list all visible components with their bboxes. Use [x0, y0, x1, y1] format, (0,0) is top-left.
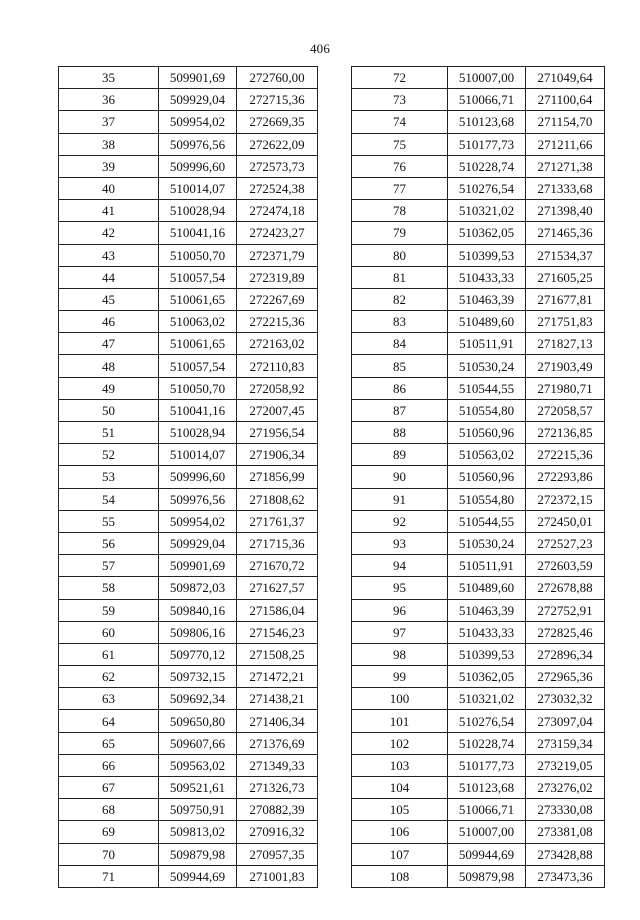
y-coordinate-cell: 273381,08	[526, 821, 605, 843]
table-row	[352, 244, 605, 266]
y-coordinate-cell: 271627,57	[237, 577, 318, 599]
x-coordinate-cell: 509732,15	[159, 666, 237, 688]
y-coordinate-cell: 271271,38	[526, 155, 605, 177]
y-coordinate-cell: 271546,23	[237, 621, 318, 643]
point-number-cell: 101	[352, 710, 448, 732]
table-row	[59, 355, 318, 377]
table-row	[59, 754, 318, 776]
x-coordinate-cell: 509879,98	[448, 865, 526, 887]
table-row	[59, 865, 318, 887]
y-coordinate-cell: 271605,25	[526, 266, 605, 288]
point-number-cell: 58	[59, 577, 159, 599]
y-coordinate-cell: 271751,83	[526, 311, 605, 333]
x-coordinate-cell: 509901,69	[159, 67, 237, 89]
y-coordinate-cell: 272825,46	[526, 621, 605, 643]
table-row	[352, 111, 605, 133]
coordinates-table-left	[58, 66, 318, 888]
x-coordinate-cell: 510228,74	[448, 155, 526, 177]
x-coordinate-cell: 509944,69	[448, 843, 526, 865]
table-row	[59, 133, 318, 155]
x-coordinate-cell: 509521,61	[159, 777, 237, 799]
x-coordinate-cell: 510560,96	[448, 466, 526, 488]
table-row	[59, 643, 318, 665]
table-row	[352, 621, 605, 643]
point-number-cell: 92	[352, 510, 448, 532]
x-coordinate-cell: 510123,68	[448, 777, 526, 799]
point-number-cell: 98	[352, 643, 448, 665]
point-number-cell: 67	[59, 777, 159, 799]
y-coordinate-cell: 272007,45	[237, 399, 318, 421]
x-coordinate-cell: 510511,91	[448, 333, 526, 355]
y-coordinate-cell: 272136,85	[526, 422, 605, 444]
point-number-cell: 75	[352, 133, 448, 155]
x-coordinate-cell: 509872,03	[159, 577, 237, 599]
table-row	[352, 754, 605, 776]
point-number-cell: 85	[352, 355, 448, 377]
point-number-cell: 87	[352, 399, 448, 421]
x-coordinate-cell: 510177,73	[448, 754, 526, 776]
point-number-cell: 80	[352, 244, 448, 266]
y-coordinate-cell: 271398,40	[526, 200, 605, 222]
table-row	[352, 843, 605, 865]
point-number-cell: 56	[59, 532, 159, 554]
table-row	[352, 466, 605, 488]
table-row	[352, 399, 605, 421]
y-coordinate-cell: 272215,36	[237, 311, 318, 333]
x-coordinate-cell: 510014,07	[159, 444, 237, 466]
table-row	[59, 311, 318, 333]
y-coordinate-cell: 273428,88	[526, 843, 605, 865]
x-coordinate-cell: 509879,98	[159, 843, 237, 865]
x-coordinate-cell: 510063,02	[159, 311, 237, 333]
table-row	[352, 488, 605, 510]
table-row	[352, 865, 605, 887]
x-coordinate-cell: 509996,60	[159, 155, 237, 177]
point-number-cell: 63	[59, 688, 159, 710]
y-coordinate-cell: 273276,02	[526, 777, 605, 799]
x-coordinate-cell: 509976,56	[159, 133, 237, 155]
y-coordinate-cell: 271049,64	[526, 67, 605, 89]
table-row	[59, 466, 318, 488]
point-number-cell: 43	[59, 244, 159, 266]
point-number-cell: 99	[352, 666, 448, 688]
point-number-cell: 96	[352, 599, 448, 621]
x-coordinate-cell: 510530,24	[448, 532, 526, 554]
y-coordinate-cell: 273330,08	[526, 799, 605, 821]
table-row	[59, 422, 318, 444]
x-coordinate-cell: 510399,53	[448, 244, 526, 266]
table-row	[59, 244, 318, 266]
point-number-cell: 48	[59, 355, 159, 377]
x-coordinate-cell: 510028,94	[159, 200, 237, 222]
y-coordinate-cell: 271534,37	[526, 244, 605, 266]
table-row	[352, 288, 605, 310]
table-row	[59, 399, 318, 421]
point-number-cell: 39	[59, 155, 159, 177]
table-row	[59, 821, 318, 843]
point-number-cell: 44	[59, 266, 159, 288]
table-row	[352, 222, 605, 244]
y-coordinate-cell: 272896,34	[526, 643, 605, 665]
x-coordinate-cell: 509954,02	[159, 510, 237, 532]
x-coordinate-cell: 509996,60	[159, 466, 237, 488]
table-row	[59, 266, 318, 288]
x-coordinate-cell: 509901,69	[159, 555, 237, 577]
point-number-cell: 68	[59, 799, 159, 821]
table-row	[352, 732, 605, 754]
y-coordinate-cell: 271906,34	[237, 444, 318, 466]
point-number-cell: 36	[59, 89, 159, 111]
point-number-cell: 60	[59, 621, 159, 643]
y-coordinate-cell: 272423,27	[237, 222, 318, 244]
y-coordinate-cell: 273473,36	[526, 865, 605, 887]
table-row	[352, 444, 605, 466]
x-coordinate-cell: 509692,34	[159, 688, 237, 710]
table-row	[352, 200, 605, 222]
table-row	[352, 532, 605, 554]
table-row	[59, 732, 318, 754]
table-row	[59, 666, 318, 688]
point-number-cell: 73	[352, 89, 448, 111]
x-coordinate-cell: 510177,73	[448, 133, 526, 155]
point-number-cell: 66	[59, 754, 159, 776]
x-coordinate-cell: 510228,74	[448, 732, 526, 754]
point-number-cell: 35	[59, 67, 159, 89]
table-row	[59, 288, 318, 310]
point-number-cell: 41	[59, 200, 159, 222]
x-coordinate-cell: 510007,00	[448, 67, 526, 89]
table-row	[59, 67, 318, 89]
y-coordinate-cell: 273097,04	[526, 710, 605, 732]
x-coordinate-cell: 510544,55	[448, 510, 526, 532]
table-row	[352, 266, 605, 288]
x-coordinate-cell: 510061,65	[159, 288, 237, 310]
y-coordinate-cell: 272474,18	[237, 200, 318, 222]
y-coordinate-cell: 270916,32	[237, 821, 318, 843]
x-coordinate-cell: 509976,56	[159, 488, 237, 510]
table-row	[352, 177, 605, 199]
y-coordinate-cell: 271827,13	[526, 333, 605, 355]
y-coordinate-cell: 271761,37	[237, 510, 318, 532]
x-coordinate-cell: 510560,96	[448, 422, 526, 444]
x-coordinate-cell: 509750,91	[159, 799, 237, 821]
point-number-cell: 97	[352, 621, 448, 643]
y-coordinate-cell: 272715,36	[237, 89, 318, 111]
y-coordinate-cell: 271808,62	[237, 488, 318, 510]
point-number-cell: 107	[352, 843, 448, 865]
x-coordinate-cell: 509806,16	[159, 621, 237, 643]
x-coordinate-cell: 510123,68	[448, 111, 526, 133]
table-row	[59, 222, 318, 244]
point-number-cell: 53	[59, 466, 159, 488]
x-coordinate-cell: 509607,66	[159, 732, 237, 754]
point-number-cell: 94	[352, 555, 448, 577]
point-number-cell: 105	[352, 799, 448, 821]
page-number: 406	[309, 41, 331, 56]
x-coordinate-cell: 510057,54	[159, 355, 237, 377]
point-number-cell: 106	[352, 821, 448, 843]
point-number-cell: 90	[352, 466, 448, 488]
y-coordinate-cell: 272678,88	[526, 577, 605, 599]
table-row	[59, 532, 318, 554]
point-number-cell: 64	[59, 710, 159, 732]
y-coordinate-cell: 272622,09	[237, 133, 318, 155]
x-coordinate-cell: 510463,39	[448, 599, 526, 621]
table-row	[352, 643, 605, 665]
table-row	[59, 555, 318, 577]
x-coordinate-cell: 509813,02	[159, 821, 237, 843]
table-row	[59, 843, 318, 865]
coordinates-table-right	[351, 66, 605, 888]
y-coordinate-cell: 273219,05	[526, 754, 605, 776]
y-coordinate-cell: 272527,23	[526, 532, 605, 554]
table-row	[59, 577, 318, 599]
table-row	[59, 377, 318, 399]
y-coordinate-cell: 271333,68	[526, 177, 605, 199]
table-row	[352, 710, 605, 732]
y-coordinate-cell: 272110,83	[237, 355, 318, 377]
point-number-cell: 89	[352, 444, 448, 466]
point-number-cell: 84	[352, 333, 448, 355]
x-coordinate-cell: 510050,70	[159, 244, 237, 266]
point-number-cell: 70	[59, 843, 159, 865]
y-coordinate-cell: 271856,99	[237, 466, 318, 488]
point-number-cell: 78	[352, 200, 448, 222]
x-coordinate-cell: 509650,80	[159, 710, 237, 732]
y-coordinate-cell: 271670,72	[237, 555, 318, 577]
table-row	[59, 333, 318, 355]
point-number-cell: 100	[352, 688, 448, 710]
y-coordinate-cell: 271406,34	[237, 710, 318, 732]
y-coordinate-cell: 273032,32	[526, 688, 605, 710]
y-coordinate-cell: 271438,21	[237, 688, 318, 710]
point-number-cell: 37	[59, 111, 159, 133]
table-row	[352, 555, 605, 577]
x-coordinate-cell: 510554,80	[448, 399, 526, 421]
table-row	[59, 599, 318, 621]
table-row	[352, 688, 605, 710]
y-coordinate-cell: 271508,25	[237, 643, 318, 665]
y-coordinate-cell: 272293,86	[526, 466, 605, 488]
y-coordinate-cell: 271956,54	[237, 422, 318, 444]
x-coordinate-cell: 510544,55	[448, 377, 526, 399]
x-coordinate-cell: 510066,71	[448, 89, 526, 111]
point-number-cell: 57	[59, 555, 159, 577]
table-row	[352, 599, 605, 621]
point-number-cell: 108	[352, 865, 448, 887]
x-coordinate-cell: 510433,33	[448, 266, 526, 288]
x-coordinate-cell: 509770,12	[159, 643, 237, 665]
point-number-cell: 51	[59, 422, 159, 444]
table-row	[59, 155, 318, 177]
point-number-cell: 86	[352, 377, 448, 399]
y-coordinate-cell: 271349,33	[237, 754, 318, 776]
x-coordinate-cell: 510463,39	[448, 288, 526, 310]
y-coordinate-cell: 271586,04	[237, 599, 318, 621]
x-coordinate-cell: 509929,04	[159, 532, 237, 554]
table-row	[59, 710, 318, 732]
y-coordinate-cell: 272760,00	[237, 67, 318, 89]
table-row	[59, 488, 318, 510]
x-coordinate-cell: 509929,04	[159, 89, 237, 111]
y-coordinate-cell: 271376,69	[237, 732, 318, 754]
y-coordinate-cell: 270957,35	[237, 843, 318, 865]
point-number-cell: 88	[352, 422, 448, 444]
x-coordinate-cell: 510066,71	[448, 799, 526, 821]
y-coordinate-cell: 271465,36	[526, 222, 605, 244]
table-row	[352, 510, 605, 532]
table-row	[352, 666, 605, 688]
table-row	[352, 311, 605, 333]
y-coordinate-cell: 271001,83	[237, 865, 318, 887]
x-coordinate-cell: 509954,02	[159, 111, 237, 133]
point-number-cell: 95	[352, 577, 448, 599]
point-number-cell: 91	[352, 488, 448, 510]
y-coordinate-cell: 271980,71	[526, 377, 605, 399]
table-row	[59, 799, 318, 821]
table-row	[59, 111, 318, 133]
x-coordinate-cell: 510362,05	[448, 666, 526, 688]
y-coordinate-cell: 271715,36	[237, 532, 318, 554]
point-number-cell: 52	[59, 444, 159, 466]
y-coordinate-cell: 272319,89	[237, 266, 318, 288]
point-number-cell: 54	[59, 488, 159, 510]
point-number-cell: 61	[59, 643, 159, 665]
x-coordinate-cell: 510321,02	[448, 688, 526, 710]
point-number-cell: 104	[352, 777, 448, 799]
y-coordinate-cell: 272752,91	[526, 599, 605, 621]
table-row	[352, 133, 605, 155]
point-number-cell: 83	[352, 311, 448, 333]
point-number-cell: 55	[59, 510, 159, 532]
table-row	[352, 799, 605, 821]
table-row	[59, 200, 318, 222]
x-coordinate-cell: 510028,94	[159, 422, 237, 444]
point-number-cell: 71	[59, 865, 159, 887]
x-coordinate-cell: 510399,53	[448, 643, 526, 665]
x-coordinate-cell: 510041,16	[159, 399, 237, 421]
y-coordinate-cell: 272371,79	[237, 244, 318, 266]
point-number-cell: 81	[352, 266, 448, 288]
point-number-cell: 42	[59, 222, 159, 244]
point-number-cell: 49	[59, 377, 159, 399]
x-coordinate-cell: 510489,60	[448, 311, 526, 333]
x-coordinate-cell: 510276,54	[448, 177, 526, 199]
x-coordinate-cell: 509944,69	[159, 865, 237, 887]
x-coordinate-cell: 510050,70	[159, 377, 237, 399]
table-row	[352, 422, 605, 444]
table-row	[59, 444, 318, 466]
y-coordinate-cell: 271154,70	[526, 111, 605, 133]
y-coordinate-cell: 272372,15	[526, 488, 605, 510]
x-coordinate-cell: 510433,33	[448, 621, 526, 643]
y-coordinate-cell: 271472,21	[237, 666, 318, 688]
x-coordinate-cell: 510511,91	[448, 555, 526, 577]
point-number-cell: 102	[352, 732, 448, 754]
table-row	[59, 510, 318, 532]
table-row	[352, 67, 605, 89]
point-number-cell: 50	[59, 399, 159, 421]
point-number-cell: 72	[352, 67, 448, 89]
point-number-cell: 103	[352, 754, 448, 776]
y-coordinate-cell: 272524,38	[237, 177, 318, 199]
point-number-cell: 93	[352, 532, 448, 554]
y-coordinate-cell: 272603,59	[526, 555, 605, 577]
point-number-cell: 65	[59, 732, 159, 754]
y-coordinate-cell: 272267,69	[237, 288, 318, 310]
point-number-cell: 82	[352, 288, 448, 310]
point-number-cell: 38	[59, 133, 159, 155]
y-coordinate-cell: 272163,02	[237, 333, 318, 355]
table-row	[352, 821, 605, 843]
point-number-cell: 45	[59, 288, 159, 310]
x-coordinate-cell: 510554,80	[448, 488, 526, 510]
table-row	[352, 89, 605, 111]
table-row	[352, 577, 605, 599]
y-coordinate-cell: 272215,36	[526, 444, 605, 466]
point-number-cell: 47	[59, 333, 159, 355]
y-coordinate-cell: 271903,49	[526, 355, 605, 377]
point-number-cell: 59	[59, 599, 159, 621]
point-number-cell: 40	[59, 177, 159, 199]
y-coordinate-cell: 270882,39	[237, 799, 318, 821]
y-coordinate-cell: 272450,01	[526, 510, 605, 532]
y-coordinate-cell: 272058,57	[526, 399, 605, 421]
table-row	[59, 621, 318, 643]
x-coordinate-cell: 510489,60	[448, 577, 526, 599]
table-row	[352, 377, 605, 399]
table-row	[59, 89, 318, 111]
point-number-cell: 74	[352, 111, 448, 133]
x-coordinate-cell: 510530,24	[448, 355, 526, 377]
x-coordinate-cell: 510563,02	[448, 444, 526, 466]
y-coordinate-cell: 273159,34	[526, 732, 605, 754]
y-coordinate-cell: 272965,36	[526, 666, 605, 688]
point-number-cell: 76	[352, 155, 448, 177]
table-row	[352, 355, 605, 377]
x-coordinate-cell: 509563,02	[159, 754, 237, 776]
table-row	[59, 177, 318, 199]
table-row	[352, 155, 605, 177]
y-coordinate-cell: 271326,73	[237, 777, 318, 799]
x-coordinate-cell: 509840,16	[159, 599, 237, 621]
point-number-cell: 46	[59, 311, 159, 333]
y-coordinate-cell: 272669,35	[237, 111, 318, 133]
y-coordinate-cell: 272058,92	[237, 377, 318, 399]
x-coordinate-cell: 510276,54	[448, 710, 526, 732]
y-coordinate-cell: 271677,81	[526, 288, 605, 310]
y-coordinate-cell: 271100,64	[526, 89, 605, 111]
x-coordinate-cell: 510014,07	[159, 177, 237, 199]
table-row	[352, 777, 605, 799]
table-row	[59, 777, 318, 799]
point-number-cell: 62	[59, 666, 159, 688]
table-row	[59, 688, 318, 710]
point-number-cell: 69	[59, 821, 159, 843]
table-row	[352, 333, 605, 355]
x-coordinate-cell: 510057,54	[159, 266, 237, 288]
x-coordinate-cell: 510061,65	[159, 333, 237, 355]
x-coordinate-cell: 510321,02	[448, 200, 526, 222]
y-coordinate-cell: 272573,73	[237, 155, 318, 177]
x-coordinate-cell: 510362,05	[448, 222, 526, 244]
point-number-cell: 77	[352, 177, 448, 199]
point-number-cell: 79	[352, 222, 448, 244]
x-coordinate-cell: 510041,16	[159, 222, 237, 244]
y-coordinate-cell: 271211,66	[526, 133, 605, 155]
x-coordinate-cell: 510007,00	[448, 821, 526, 843]
